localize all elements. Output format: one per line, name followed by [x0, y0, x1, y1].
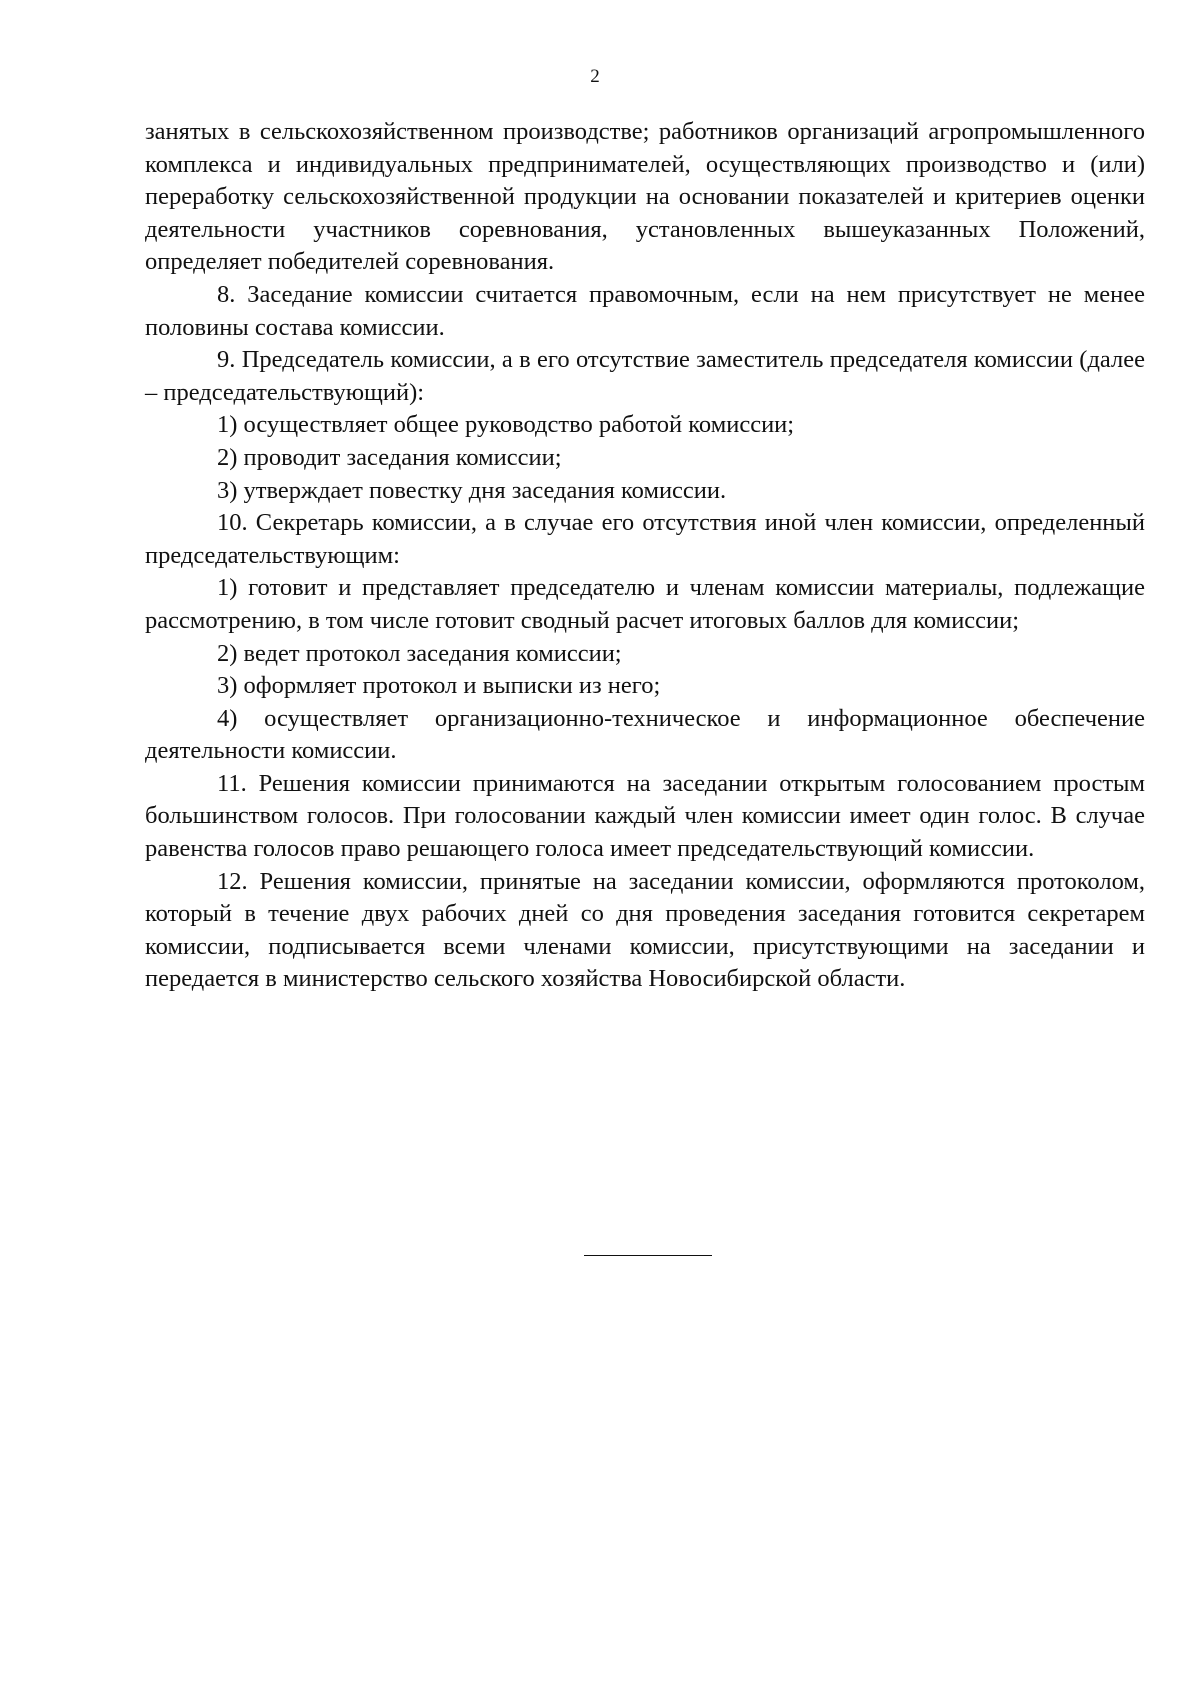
- page-number: 2: [590, 66, 600, 87]
- paragraph-item-11: 11. Решения комиссии принимаются на заседании открытым голосованием простым большинством голосов. При голосовании каждый член комиссии имеет один голос. В случае равенства голосов право решающего голоса имеет председательствующий комиссии.: [145, 769, 1145, 863]
- paragraph-item-9-2: 2) проводит заседания комиссии;: [217, 443, 562, 471]
- paragraph-item-9-3: 3) утверждает повестку дня заседания комиссии.: [217, 476, 727, 504]
- paragraph-item-8: 8. Заседание комиссии считается правомочным, если на нем присутствует не менее половины состава комиссии.: [145, 280, 1145, 341]
- paragraph-continuation: занятых в сельскохозяйственном производстве; работников организаций агропромышленного комплекса и индивидуальных предпринимателей, осуществляющих производство и (или) переработку сельскохозяйственной продукции на основании показателей и критериев оценки деятельности участников соревнования, установленных вышеуказанных Положений, определяет победителей соревнования.: [145, 118, 1145, 276]
- document-body: [145, 116, 1145, 996]
- paragraph-item-10-2: 2) ведет протокол заседания комиссии;: [217, 639, 622, 667]
- paragraph-item-10-1: 1) готовит и представляет председателю и членам комиссии материалы, подлежащие рассмотрению, в том числе готовит сводный расчет итоговых баллов для комиссии;: [145, 574, 1145, 634]
- paragraph-item-9: 9. Председатель комиссии, а в его отсутствие заместитель председателя комиссии (далее – председательствующий):: [145, 346, 1145, 406]
- paragraph-item-10: 10. Секретарь комиссии, а в случае его отсутствия иной член комиссии, определенный председательствующим:: [145, 509, 1145, 569]
- paragraph-item-9-1: 1) осуществляет общее руководство работой комиссии;: [217, 411, 795, 439]
- paragraph-item-10-3: 3) оформляет протокол и выписки из него;: [217, 672, 661, 700]
- paragraph-item-12: 12. Решения комиссии, принятые на заседании комиссии, оформляются протоколом, который в течение двух рабочих дней со дня проведения заседания готовится секретарем комиссии, подписывается всеми членами комиссии, присутствующими на заседании и передается в министерство сельского хозяйства Новосибирской области.: [145, 867, 1145, 993]
- end-of-document-rule: [584, 1255, 712, 1256]
- paragraph-item-10-4: 4) осуществляет организационно-техническое и информационное обеспечение деятельности комиссии.: [145, 704, 1145, 765]
